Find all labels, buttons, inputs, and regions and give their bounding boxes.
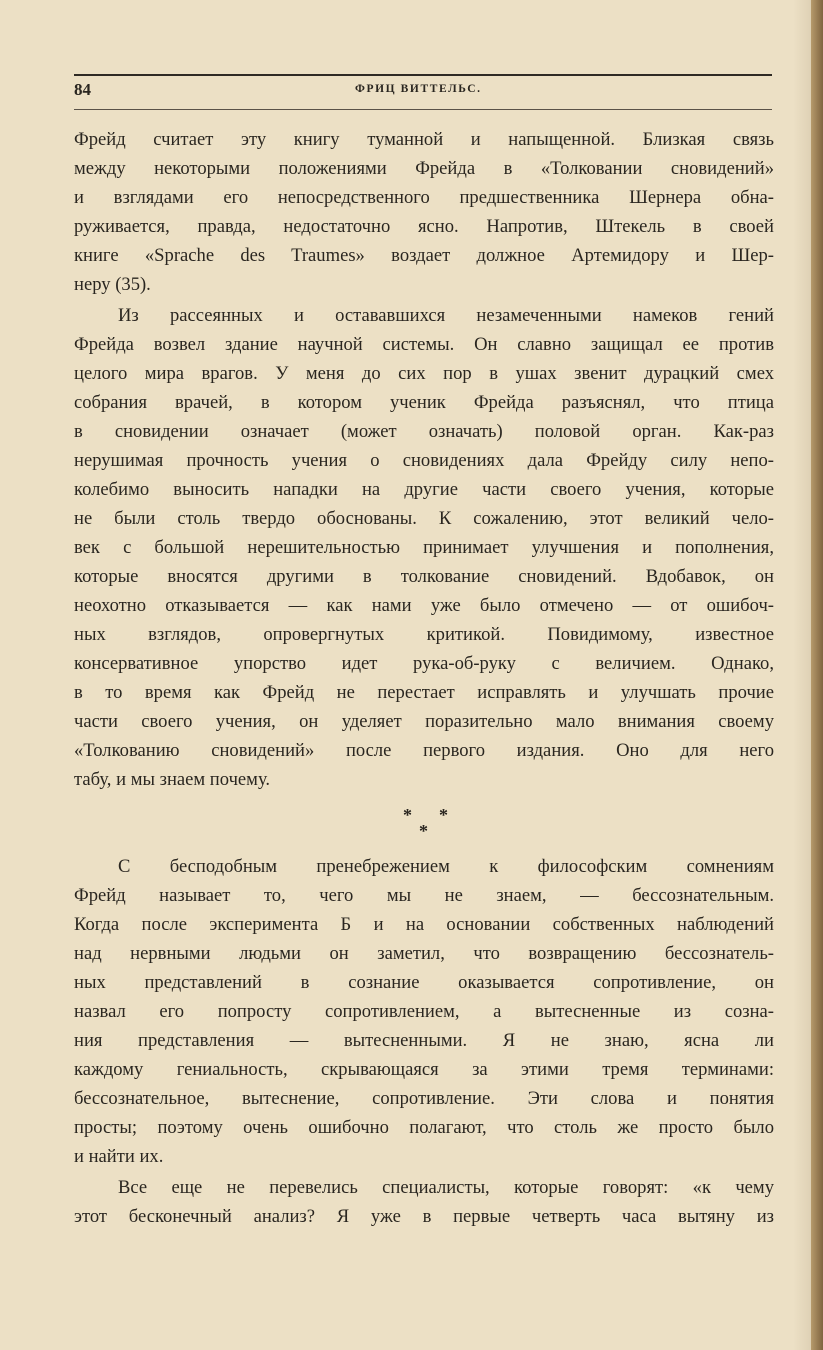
text-line: этот бесконечный анализ? Я уже в первые четверть часа вытяну из — [74, 1206, 774, 1227]
text-line: руживается, правда, недостаточно ясно. Напротив, Штекель в своей — [74, 216, 774, 237]
separator-star: * — [439, 805, 448, 825]
text-line: бессознательное, вытеснение, сопротивление. Эти слова и понятия — [74, 1088, 774, 1109]
text-line: целого мира врагов. У меня до сих пор в ушах звенит дурацкий смех — [74, 363, 774, 384]
text-line: Фрейда возвел здание научной системы. Он славно защищал ее против — [74, 334, 774, 355]
text-line: книге «Sprache des Traumes» воздает должное Артемидору и Шер- — [74, 245, 774, 266]
text-line: собрания врачей, в котором ученик Фрейда разъяснял, что птица — [74, 392, 774, 413]
text-line: неохотно отказывается — как нами уже было отмечено — от ошибоч- — [74, 595, 774, 616]
text-line: Когда после эксперимента Б и на основании собственных наблюдений — [74, 914, 774, 935]
text-line: в то время как Фрейд не перестает исправлять и улучшать прочие — [74, 682, 774, 703]
text-line: Фрейд считает эту книгу туманной и напыщенной. Близкая связь — [74, 129, 774, 150]
text-line: над нервными людьми он заметил, что возвращению бессознатель- — [74, 943, 774, 964]
section-separator — [395, 806, 455, 846]
text-line: ных взглядов, опровергнутых критикой. Повидимому, известное — [74, 624, 774, 645]
text-line: и взглядами его непосредственного предшественника Шернера обна- — [74, 187, 774, 208]
text-line: назвал его попросту сопротивлением, а вытесненные из созна- — [74, 1001, 774, 1022]
section-two-text — [74, 852, 774, 1231]
text-line: С бесподобным пренебрежением к философским сомнениям — [118, 856, 774, 877]
text-line: ния представления — вытесненными. Я не знаю, ясна ли — [74, 1030, 774, 1051]
section-one-text — [74, 125, 774, 794]
text-line: Фрейд называет то, чего мы не знаем, — бессознательным. — [74, 885, 774, 906]
text-line: и найти их. — [74, 1146, 164, 1167]
running-head: ФРИЦ ВИТТЕЛЬС. — [355, 83, 482, 95]
page-number: 84 — [74, 80, 91, 99]
text-line: ных представлений в сознание оказывается сопротивление, он — [74, 972, 774, 993]
page-spine-shadow — [811, 0, 823, 1350]
text-line: просты; поэтому очень ошибочно полагают, что столь же просто было — [74, 1117, 774, 1138]
text-line: между некоторыми положениями Фрейда в «Толковании сновидений» — [74, 158, 774, 179]
text-line: каждому гениальность, скрывающаяся за этими тремя терминами: — [74, 1059, 774, 1080]
separator-star: * — [403, 805, 412, 825]
header-rule-top — [74, 74, 772, 76]
text-line: консервативное упорство идет рука-об-руку с величием. Однако, — [74, 653, 774, 674]
text-line: неру (35). — [74, 274, 151, 295]
text-line: не были столь твердо обоснованы. К сожалению, этот великий чело- — [74, 508, 774, 529]
text-line: Все еще не перевелись специалисты, которые говорят: «к чему — [118, 1177, 774, 1198]
separator-star: * — [419, 821, 428, 841]
text-line: Из рассеянных и остававшихся незамеченными намеков гений — [118, 305, 774, 326]
text-line: «Толкованию сновидений» после первого издания. Оно для него — [74, 740, 774, 761]
text-line: в сновидении означает (может означать) половой орган. Как-раз — [74, 421, 774, 442]
text-line: которые вносятся другими в толкование сновидений. Вдобавок, он — [74, 566, 774, 587]
text-line: колебимо выносить нападки на другие части своего учения, которые — [74, 479, 774, 500]
header-rule-bottom — [74, 109, 772, 110]
text-line: части своего учения, он уделяет поразительно мало внимания своему — [74, 711, 774, 732]
text-line: век с большой нерешительностью принимает улучшения и пополнения, — [74, 537, 774, 558]
text-line: табу, и мы знаем почему. — [74, 769, 271, 790]
text-line: нерушимая прочность учения о сновидениях дала Фрейду силу непо- — [74, 450, 774, 471]
